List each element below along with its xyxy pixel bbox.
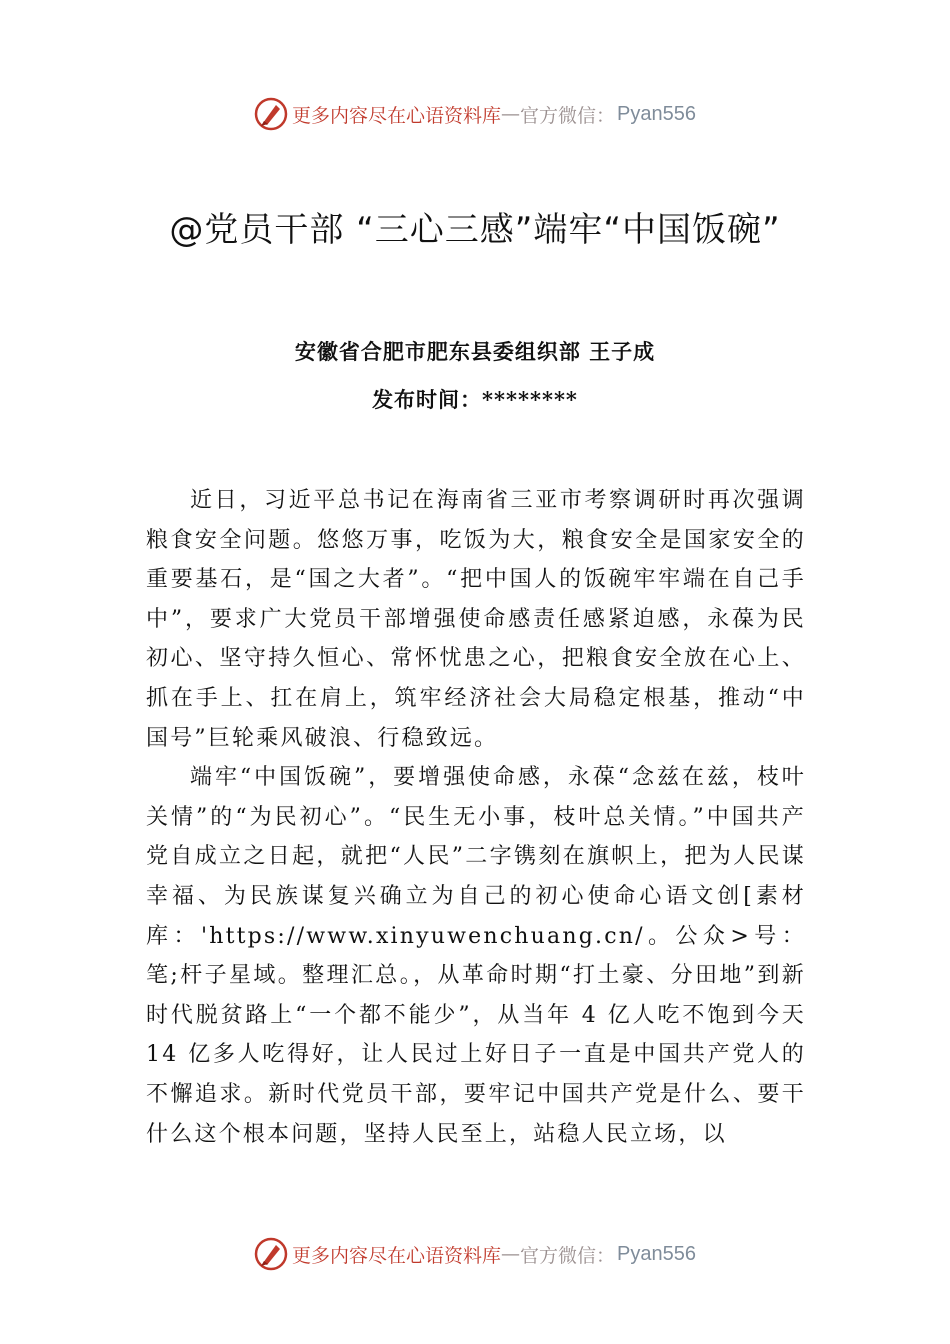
pen-nib-logo-icon	[254, 97, 288, 131]
article-title: @党员干部 “三心三感”端牢“中国饭碗”	[169, 210, 781, 250]
footer-watermark-banner	[0, 1234, 950, 1274]
banner-dash: —	[501, 103, 521, 125]
banner-dash: —	[501, 1243, 521, 1265]
banner-text-main: 更多内容尽在心语资料库	[292, 104, 502, 127]
body-paragraph-2: 端牢“中国饭碗”，要增强使命感，永葆“念兹在兹，枝叶关情”的“为民初心”。“民生无小事，枝叶总关情。”中国共产党自成立之日起，就把“人民”二字镌刻在旗帜上，把为人民谋幸福、为民族谋复兴确立为自己的初心使命心语文创[素材库：'https://www.xinyuwenchuang.cn/。公众>号：笔;杆子星域。整理汇总。，从革命时期“打土豪、分田地”到新时代脱贫路上“一个都不能少”，从当年 4 亿人吃不饱到今天 14 亿多人吃得好，让人民过上好日子一直是中国共产党人的不懈追求。新时代党员干部，要牢记中国共产党是什么、要干什么这个根本问题，坚持人民至上，站稳人民立场，以	[146, 765, 806, 1147]
banner-wechat-label: 官方微信：	[520, 104, 616, 127]
article-author: 安徽省合肥市肥东县委组织部 王子成	[294, 339, 656, 364]
body-paragraph-1: 近日，习近平总书记在海南省三亚市考察调研时再次强调粮食安全问题。悠悠万事，吃饭为大，粮食安全是国家安全的重要基石，是“国之大者”。“把中国人的饭碗牢牢端在自己手中”，要求广大党员干部增强使命感责任感紧迫感，永葆为民初心、坚守持久恒心、常怀忧患之心，把粮食安全放在心上、抓在手上、扛在肩上，筑牢经济社会大局稳定根基，推动“中国号”巨轮乘风破浪、行稳致远。	[146, 488, 806, 751]
banner-wechat-id: Pyan556	[617, 1242, 696, 1265]
publish-time: 发布时间：********	[372, 387, 578, 412]
article-body	[146, 481, 806, 1154]
pen-nib-logo-icon	[254, 1237, 288, 1271]
banner-wechat-label: 官方微信：	[520, 1244, 616, 1267]
banner-text-main: 更多内容尽在心语资料库	[292, 1244, 502, 1267]
banner-wechat-id: Pyan556	[617, 102, 696, 125]
header-watermark-banner	[0, 94, 950, 134]
